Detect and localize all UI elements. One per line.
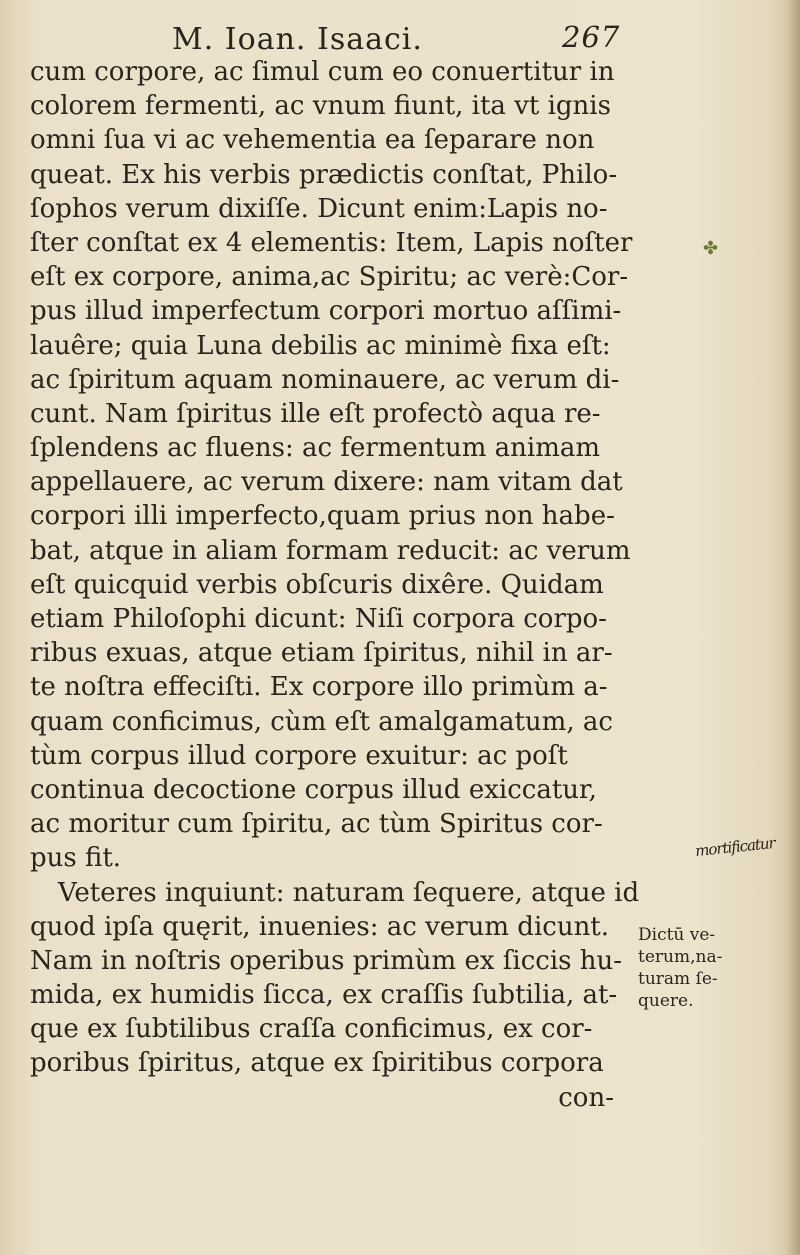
handwritten-annotation: mortificatur (694, 833, 776, 861)
text-line: bat, atque in aliam formam reducit: ac verum (30, 535, 631, 566)
text-line: cum corpore, ac ſimul cum eo conuertitur in (30, 57, 615, 87)
margin-note (638, 924, 728, 1012)
text-line: mida, ex humidis ſicca, ex craſſis ſubtilia, at- (30, 980, 618, 1011)
text-line: eſt ex corpore, anima,ac Spiritu; ac verè:Cor- (30, 262, 629, 293)
text-line: corpori illi imperfecto,quam prius non habe- (30, 501, 615, 532)
text-line: poribus ſpiritus, atque ex ſpiritibus corpora (30, 1048, 604, 1079)
text-line: appellauere, ac verum dixere: nam vitam dat (30, 467, 623, 498)
margin-note-line: Dictū ve- (638, 925, 716, 945)
ink-blot-icon: ✤ (703, 238, 719, 259)
margin-note-line: quere. (638, 991, 694, 1011)
page-number: 267 (562, 20, 621, 54)
running-head: M. Ioan. Isaaci. (172, 22, 423, 57)
page-header (172, 22, 630, 58)
text-line: etiam Philoſophi dicunt: Niſi corpora corpo- (30, 604, 607, 634)
text-line: tùm corpus illud corpore exuitur: ac poſt (30, 740, 568, 771)
text-line: pus illud imperfectum corpori mortuo aſſimi- (30, 296, 622, 327)
text-line: colorem fermenti, ac vnum fiunt, ita vt ignis (30, 91, 611, 122)
text-line: pus fit. (30, 843, 122, 874)
text-line: ac ſpiritum aquam nominauere, ac verum di- (30, 364, 620, 395)
text-line: continua decoctione corpus illud exiccatur, (30, 774, 597, 805)
margin-note-line: terum,na- (638, 947, 723, 967)
text-line: ſplendens ac fluens: ac fermentum animam (30, 433, 601, 464)
main-text (30, 55, 640, 1115)
text-line: eſt quicquid verbis obſcuris dixêre. Quidam (30, 569, 604, 600)
text-line: Nam in noſtris operibus primùm ex ſiccis hu- (30, 945, 623, 976)
text-line: omni ſua vi ac vehementia ea ſeparare non (30, 125, 595, 156)
page-edge-shadow (786, 0, 800, 1255)
text-line: quam conficimus, cùm eſt amalgamatum, ac (30, 706, 613, 737)
margin-note-line: turam ſe- (638, 969, 718, 989)
text-line: cunt. Nam ſpiritus ille eſt profectò aqua re- (30, 398, 601, 429)
text-line: ſter conſtat ex 4 elementis: Item, Lapis noſter (30, 227, 633, 258)
text-line: ribus exuas, atque etiam ſpiritus, nihil in ar- (30, 638, 613, 669)
text-line: queat. Ex his verbis prædictis conſtat, Philo- (30, 159, 618, 190)
text-line: quod ipſa quęrit, inuenies: ac verum dicunt. (30, 911, 610, 942)
text-line: ſophos verum dixiſſe. Dicunt enim:Lapis no- (30, 193, 608, 224)
text-line: que ex ſubtilibus craſſa conficimus, ex cor- (30, 1014, 593, 1045)
text-line: te noſtra effeciſti. Ex corpore illo primùm a- (30, 672, 608, 703)
text-line: lauêre; quia Luna debilis ac minimè fixa eſt: (30, 330, 611, 361)
text-line: ac moritur cum ſpiritu, ac tùm Spiritus cor- (30, 809, 603, 840)
text-line: Veteres inquiunt: naturam ſequere, atque id (58, 877, 640, 908)
catchword: con- (558, 1082, 614, 1113)
